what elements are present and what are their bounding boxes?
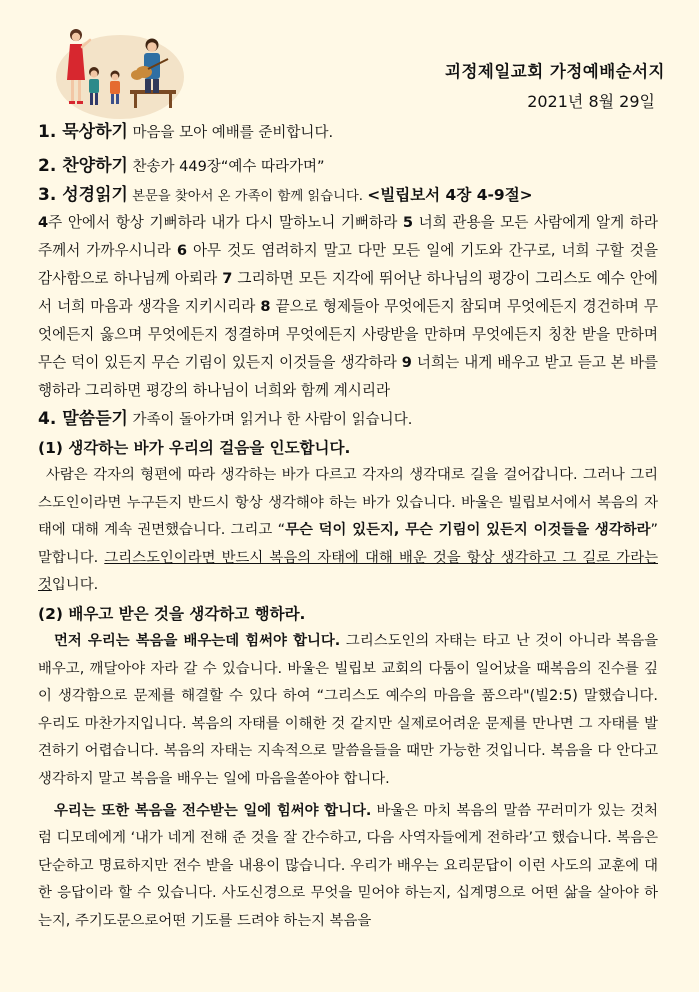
section-sermon <box>38 405 658 434</box>
section-title: 성경읽기 <box>62 185 128 205</box>
body-text: 입니다. <box>51 577 99 594</box>
section-number: 4. <box>38 409 63 429</box>
body-emphasis: 무슨 덕이 있든지, 무슨 기림이 있든지 이것들을 생각하라 <box>285 522 651 539</box>
scripture-passage <box>38 209 658 405</box>
section-title: 말씀듣기 <box>62 409 128 429</box>
point-2-body-b <box>38 798 658 936</box>
section-text: 찬송가 449장“예수 따라가며” <box>127 159 325 175</box>
section-text: 가족이 돌아가며 읽거나 한 사람이 읽습니다. <box>127 412 413 428</box>
document-title: 괴정제일교회 가정예배순서지 <box>445 62 665 81</box>
body-underline: 그리스도인이라면 반드시 복음의 자태에 대해 배운 것을 항상 생각하고 그 길로 가라는 것 <box>38 549 658 594</box>
section-title: 묵상하기 <box>62 122 128 142</box>
verse-number: 8 <box>260 298 271 315</box>
section-scripture-reading <box>38 181 658 211</box>
verse-text: 아무 것도 염려하지 말고 다만 모든 일에 기도와 간구로, 너희 구할 것을 감사함으로 하나님께 아뢰라 <box>38 242 658 287</box>
body-text: 사람은 각자의 형편에 따라 생각하는 바가 다르고 각자의 생각대로 길을 걸어갑니다. 그러나 그리스도인이라면 누구든지 반드시 항상 생각해야 하는 바가 있습니다. 바울은 빌립보서에서 복음의 자태에 대해 계속 권면했습니다. 그리고 “ <box>38 467 658 539</box>
section-number: 1. <box>38 122 63 142</box>
verse-number: 9 <box>401 354 412 371</box>
section-number: 2. <box>38 156 63 176</box>
verse-number: 4 <box>38 214 49 231</box>
verse-text: 그리하면 모든 지각에 뛰어난 하나님의 평강이 그리스도 예수 안에서 너희 마음과 생각을 지키시리라 <box>38 270 659 315</box>
verse-text: 너희 관용을 모든 사람에게 알게 하라 주께서 가까우시니라 <box>38 214 658 259</box>
section-text: 마음을 모아 예배를 준비합니다. <box>127 125 334 141</box>
verse-text: 끝으로 형제들아 무엇에든지 참되며 무엇에든지 경건하며 무엇에든지 옳으며 무엇에든지 정결하며 무엇에든지 사랑받을 만하며 무엇에든지 칭찬 받을 만하며 무슨 덕이 있든지 무슨 기림이 있든지 이것들을 생각하라 <box>38 298 659 371</box>
body-text: 그리스도인의 자태는 타고 난 것이 아니라 복음을 배우고, 깨달아야 자라 갈 수 있습니다. 바울은 빌립보 교회의 다툼이 일어났을 때복음의 진수를 깊이 생각함으로 문제를 해결할 수 있다 하여 “그리스도 예수의 마음을 품으라"(빌2:5) 말했습니다. 우리도 마찬가지입니다. 복음의 자태를 이해한 것 같지만 실제로어려운 문제를 만나면 그 자태를 발견하기 어렵습니다. 복음의 자태는 지속적으로 말씀을들을 때만 가능한 것입니다. 복음을 다 안다고 생각하지 말고 복음을 배우는 일에 마음을쏟아야 합니다. <box>38 632 658 787</box>
point-2-heading: (2) 배우고 받은 것을 생각하고 행하라. <box>38 604 306 623</box>
section-text: 본문을 찾아서 온 가족이 함께 읽습니다. <box>127 189 368 204</box>
body-emphasis: 먼저 우리는 복음을 배우는데 힘써야 합니다. <box>54 632 341 649</box>
verse-text: 주 안에서 항상 기뻐하라 내가 다시 말하노니 기뻐하라 <box>48 214 403 231</box>
body-emphasis: 우리는 또한 복음을 전수받는 일에 힘써야 합니다. <box>54 802 372 819</box>
section-title: 찬양하기 <box>62 156 128 176</box>
worship-order <box>38 118 658 936</box>
verse-number: 7 <box>222 270 233 287</box>
point-1-body <box>38 462 658 600</box>
family-worship-illustration <box>52 22 187 120</box>
body-text: ” 말합니다. <box>38 522 658 566</box>
point-1-heading: (1) 생각하는 바가 우리의 걸음을 인도합니다. <box>38 439 351 457</box>
point-2-body-a <box>38 628 658 794</box>
section-number: 3. <box>38 185 63 205</box>
section-praise <box>38 152 658 181</box>
verse-number: 5 <box>402 214 414 231</box>
body-text: 바울은 마치 복음의 말씀 꾸러미가 있는 것처럼 디모데에게 ‘내가 네게 전해 준 것을 잘 간수하고, 다음 사역자들에게 전하라’고 했습니다. 복음은 단순하고 명료하지만 전수 받을 내용이 많습니다. 우리가 배우는 요리문답이 이런 사도의 교훈에 대한 응답이라 할 수 있습니다. 사도신경으로 무엇을 믿어야 하는지, 십계명으로 어떤 삶을 살아야 하는지, 주기도문으로어떤 기도를 드려야 하는지 복음을 <box>38 802 658 929</box>
section-meditation <box>38 118 658 147</box>
document-date: 2021년 8월 29일 <box>527 92 655 111</box>
verse-number: 6 <box>176 242 187 259</box>
verse-text: 너희는 내게 배우고 받고 듣고 본 바를 행하라 그리하면 평강의 하나님이 너희와 함께 계시리라 <box>38 354 659 399</box>
scripture-reference: <빌립보서 4장 4-9절> <box>367 186 533 204</box>
